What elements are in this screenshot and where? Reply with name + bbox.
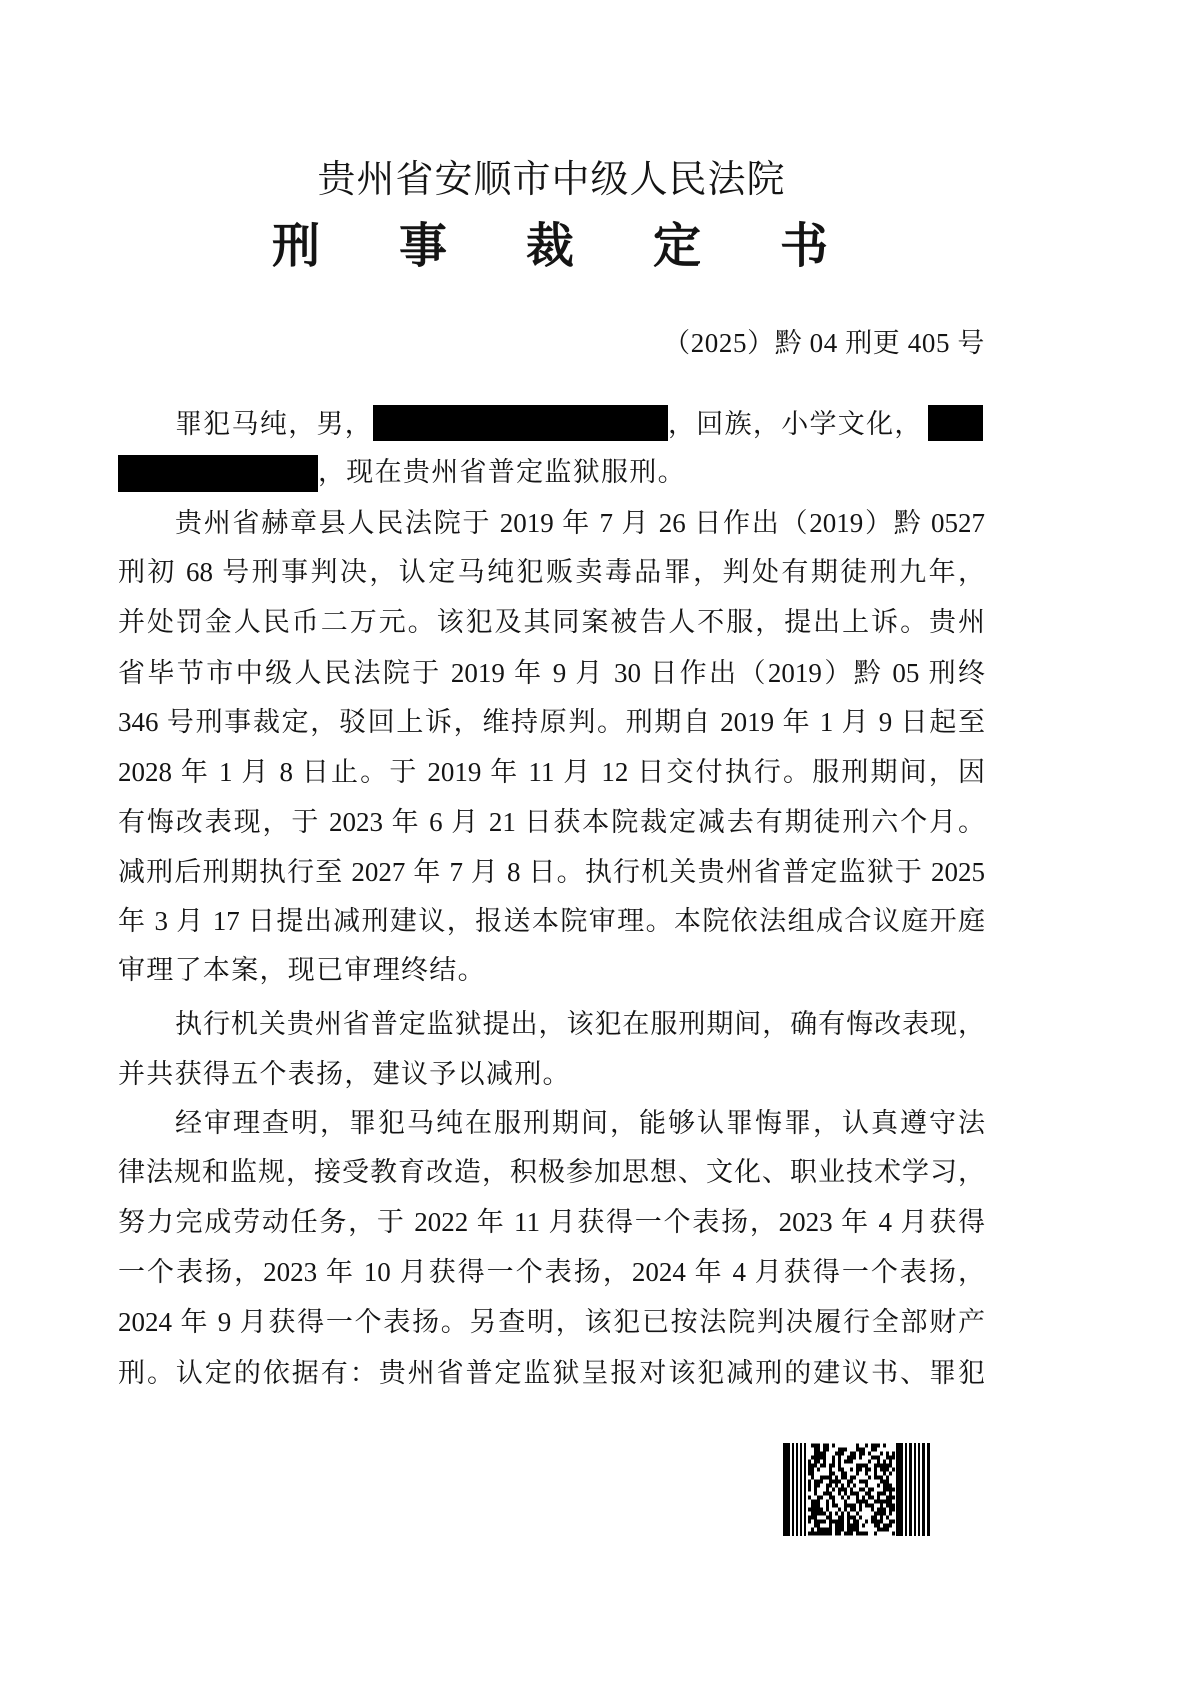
- body-line: 努力完成劳动任务，于 2022 年 11 月获得一个表扬，2023 年 4 月获得: [118, 1207, 985, 1237]
- case-number: （2025）黔 04 刑更 405 号: [663, 328, 985, 358]
- body-line: 律法规和监规，接受教育改造，积极参加思想、文化、职业技术学习，: [118, 1157, 985, 1187]
- redaction-block: [373, 405, 668, 441]
- body-line: 贵州省赫章县人民法院于 2019 年 7 月 26 日作出（2019）黔 0527: [175, 508, 985, 538]
- body-line: 一个表扬，2023 年 10 月获得一个表扬，2024 年 4 月获得一个表扬，: [118, 1257, 985, 1287]
- court-name: 贵州省安顺市中级人民法院: [317, 159, 786, 201]
- barcode: [783, 1443, 931, 1536]
- body-line: 执行机关贵州省普定监狱提出，该犯在服刑期间，确有悔改表现，: [175, 1009, 985, 1039]
- body-line: 年 3 月 17 日提出减刑建议，报送本院审理。本院依法组成合议庭开庭: [118, 906, 985, 936]
- defendant-text: 罪犯马纯，男，: [175, 409, 374, 439]
- body-line: 346 号刑事裁定，驳回上诉，维持原判。刑期自 2019 年 1 月 9 日起至: [118, 707, 985, 737]
- redaction-block: [928, 405, 983, 441]
- defendant-text: ，现在贵州省普定监狱服刑。: [318, 457, 686, 487]
- body-line: 刑。认定的依据有：贵州省普定监狱呈报对该犯减刑的建议书、罪犯: [118, 1358, 985, 1388]
- defendant-text: ，回族，小学文化，: [668, 409, 923, 439]
- body-line: 2028 年 1 月 8 日止。于 2019 年 11 月 12 日交付执行。服刑期间，因: [118, 757, 985, 787]
- document-type-title: 刑事裁定书: [272, 220, 908, 273]
- body-line: 并共获得五个表扬，建议予以减刑。: [118, 1059, 571, 1089]
- body-line: 减刑后刑期执行至 2027 年 7 月 8 日。执行机关贵州省普定监狱于 2025: [118, 857, 985, 887]
- body-line: 审理了本案，现已审理终结。: [118, 955, 486, 985]
- body-line: 有悔改表现，于 2023 年 6 月 21 日获本院裁定减去有期徒刑六个月。: [118, 807, 985, 837]
- body-line: 刑初 68 号刑事判决，认定马纯犯贩卖毒品罪，判处有期徒刑九年，: [118, 557, 985, 587]
- body-line: 2024 年 9 月获得一个表扬。另查明，该犯已按法院判决履行全部财产: [118, 1307, 985, 1337]
- body-line: 省毕节市中级人民法院于 2019 年 9 月 30 日作出（2019）黔 05 刑终: [118, 658, 985, 688]
- body-line: 经审理查明，罪犯马纯在服刑期间，能够认罪悔罪，认真遵守法: [175, 1108, 985, 1138]
- body-line: 并处罚金人民币二万元。该犯及其同案被告人不服，提出上诉。贵州: [118, 607, 985, 637]
- redaction-block: [118, 455, 318, 492]
